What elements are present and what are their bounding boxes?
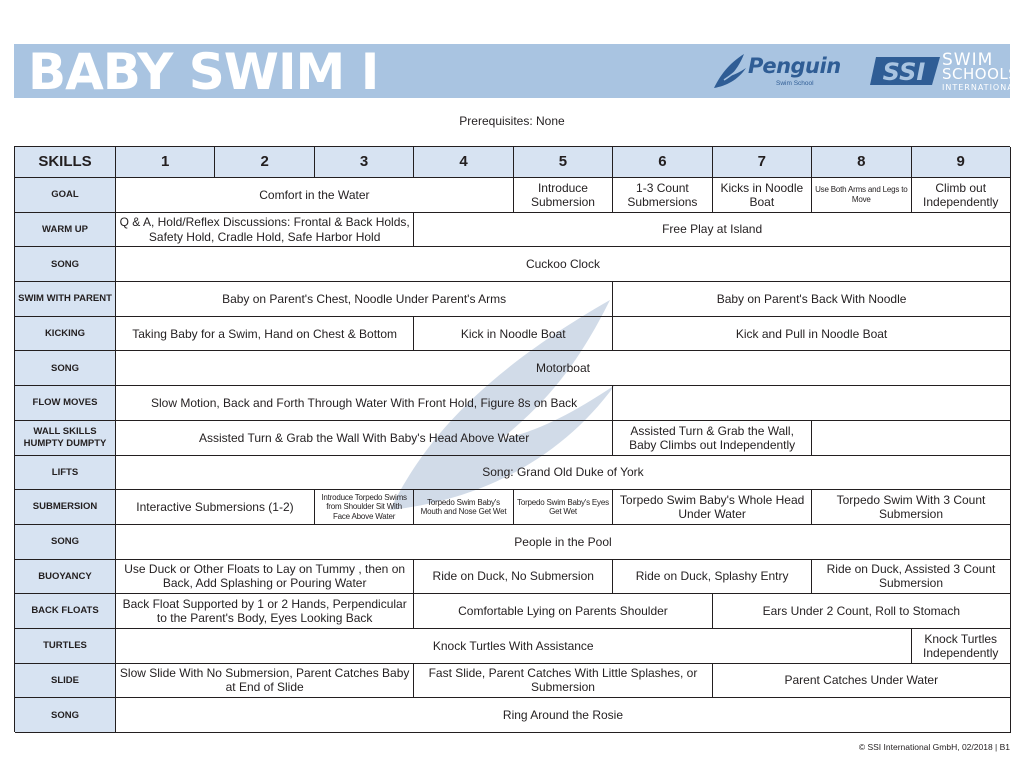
slide-cell: Fast Slide, Parent Catches With Little Splashes, or Submersion: [414, 664, 712, 699]
buoyancy-cell: Ride on Duck, No Submersion: [414, 560, 613, 595]
column-header-3: 3: [315, 147, 414, 178]
warm-up-cell: Q & A, Hold/Reflex Discussions: Frontal & Back Holds, Safety Hold, Cradle Hold, Safe Harbor Hold: [116, 213, 414, 248]
ssi-logo-icon: [870, 53, 942, 89]
turtles-cell: Knock Turtles Independently: [912, 629, 1011, 664]
wall-skills-cell: [812, 421, 1011, 456]
row-label-back-floats: BACK FLOATS: [15, 594, 116, 629]
wall-skills-cell: Assisted Turn & Grab the Wall, Baby Climbs out Independently: [613, 421, 812, 456]
song-cell: Ring Around the Rosie: [116, 698, 1011, 733]
column-header-9: 9: [912, 147, 1011, 178]
row-label-lifts: LIFTS: [15, 456, 116, 491]
svg-text:SSI: SSI: [882, 58, 926, 86]
submersion-cell: Introduce Torpedo Swims from Shoulder Sit With Face Above Water: [315, 490, 414, 525]
turtles-cell: Knock Turtles With Assistance: [116, 629, 912, 664]
column-header-2: 2: [215, 147, 314, 178]
copyright-footer: © SSI International GmbH, 02/2018 | B1: [858, 742, 1010, 752]
flow-moves-cell: [613, 386, 1011, 421]
row-label-turtles: TURTLES: [15, 629, 116, 664]
flow-moves-cell: Slow Motion, Back and Forth Through Water With Front Hold, Figure 8s on Back: [116, 386, 613, 421]
column-header-5: 5: [514, 147, 613, 178]
row-label-song: SONG: [15, 351, 116, 386]
ssi-international-text: INTERNATIONAL: [942, 83, 1020, 92]
penguin-swim-school-logo: [710, 50, 842, 92]
goal-cell: Introduce Submersion: [514, 178, 613, 213]
submersion-cell: Torpedo Swim Baby's Mouth and Nose Get Wet: [414, 490, 513, 525]
warm-up-cell: Free Play at Island: [414, 213, 1011, 248]
row-label-submersion: SUBMERSION: [15, 490, 116, 525]
kicking-cell: Taking Baby for a Swim, Hand on Chest & Bottom: [116, 317, 414, 352]
goal-cell: Use Both Arms and Legs to Move: [812, 178, 911, 213]
row-label-warm-up: WARM UP: [15, 213, 116, 248]
song-cell: People in the Pool: [116, 525, 1011, 560]
back-floats-cell: Back Float Supported by 1 or 2 Hands, Perpendicular to the Parent's Body, Eyes Looking Back: [116, 594, 414, 629]
buoyancy-cell: Ride on Duck, Splashy Entry: [613, 560, 812, 595]
row-label-flow-moves: FLOW MOVES: [15, 386, 116, 421]
swim-with-parent-cell: Baby on Parent's Back With Noodle: [613, 282, 1011, 317]
back-floats-cell: Comfortable Lying on Parents Shoulder: [414, 594, 712, 629]
kicking-cell: Kick in Noodle Boat: [414, 317, 613, 352]
wall-skills-cell: Assisted Turn & Grab the Wall With Baby's Head Above Water: [116, 421, 613, 456]
row-label-slide: SLIDE: [15, 664, 116, 699]
submersion-cell: Torpedo Swim Baby's Eyes Get Wet: [514, 490, 613, 525]
row-label-kicking: KICKING: [15, 317, 116, 352]
ssi-schools-text: SCHOOLS: [942, 65, 1019, 83]
goal-cell: Kicks in Noodle Boat: [713, 178, 812, 213]
swim-with-parent-cell: Baby on Parent's Chest, Noodle Under Parent's Arms: [116, 282, 613, 317]
buoyancy-cell: Use Duck or Other Floats to Lay on Tummy , then on Back, Add Splashing or Pouring Water: [116, 560, 414, 595]
row-label-swim-with-parent: SWIM WITH PARENT: [15, 282, 116, 317]
row-label-song: SONG: [15, 247, 116, 282]
buoyancy-cell: Ride on Duck, Assisted 3 Count Submersion: [812, 560, 1011, 595]
slide-cell: Parent Catches Under Water: [713, 664, 1011, 699]
submersion-cell: Torpedo Swim Baby's Whole Head Under Water: [613, 490, 812, 525]
column-header-8: 8: [812, 147, 911, 178]
back-floats-cell: Ears Under 2 Count, Roll to Stomach: [713, 594, 1011, 629]
goal-cell: 1-3 Count Submersions: [613, 178, 712, 213]
title-banner: [14, 43, 1020, 101]
column-header-7: 7: [713, 147, 812, 178]
submersion-cell: Interactive Submersions (1-2): [116, 490, 315, 525]
column-header-skills: SKILLS: [15, 147, 116, 178]
goal-cell: Comfort in the Water: [116, 178, 514, 213]
penguin-logo-subtext: Swim School: [776, 80, 814, 87]
column-header-1: 1: [116, 147, 215, 178]
kicking-cell: Kick and Pull in Noodle Boat: [613, 317, 1011, 352]
goal-cell: Climb out Independently: [912, 178, 1011, 213]
ssi-swim-schools-logo: [870, 50, 1026, 94]
skills-table: [14, 146, 1010, 732]
column-header-6: 6: [613, 147, 712, 178]
prerequisites-text: Prerequisites: None: [459, 114, 565, 128]
song-cell: Cuckoo Clock: [116, 247, 1011, 282]
lifts-cell: Song: Grand Old Duke of York: [116, 456, 1011, 491]
row-label-wall-skills: WALL SKILLS HUMPTY DUMPTY: [15, 421, 116, 456]
submersion-cell: Torpedo Swim With 3 Count Submersion: [812, 490, 1011, 525]
page-title: BABY SWIM I: [28, 43, 379, 101]
row-label-song: SONG: [15, 525, 116, 560]
slide-cell: Slow Slide With No Submersion, Parent Catches Baby at End of Slide: [116, 664, 414, 699]
column-header-4: 4: [414, 147, 513, 178]
row-label-goal: GOAL: [15, 178, 116, 213]
row-label-song: SONG: [15, 698, 116, 733]
row-label-buoyancy: BUOYANCY: [15, 560, 116, 595]
song-cell: Motorboat: [116, 351, 1011, 386]
penguin-logo-text: Penguin: [748, 54, 841, 78]
ssi-swim-text: SWIM: [942, 50, 994, 70]
